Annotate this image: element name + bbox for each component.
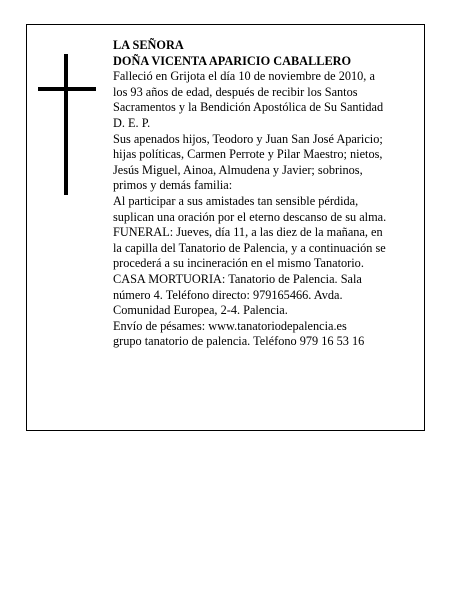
body-line: D. E. P. (113, 115, 151, 130)
body-line: la capilla del Tanatorio de Palencia, y a continuación se (113, 240, 386, 255)
body-line: hijas políticas, Carmen Perrote y Pilar Maestro; nietos, (113, 147, 383, 162)
body-line: Sus apenados hijos, Teodoro y Juan San José Aparicio; (113, 131, 383, 146)
body-line: CASA MORTUORIA: Tanatorio de Palencia. Sala (113, 271, 362, 286)
body-line: Al participar a sus amistades tan sensible pérdida, (113, 193, 359, 208)
cross-horizontal-bar (38, 87, 96, 91)
body-line: Comunidad Europea, 2-4. Palencia. (113, 303, 288, 318)
body-line: Jesús Miguel, Ainoa, Almudena y Javier; sobrinos, (113, 162, 363, 177)
body-line: grupo tanatorio de palencia. Teléfono 979 16 53 16 (113, 334, 365, 349)
deceased-name: DOÑA VICENTA APARICIO CABALLERO (113, 53, 352, 68)
body-line: FUNERAL: Jueves, día 11, a las diez de la mañana, en (113, 225, 383, 240)
body-line: primos y demás familia: (113, 178, 233, 193)
body-line: Sacramentos y la Bendición Apostólica de Su Santidad (113, 100, 384, 115)
body-line: procederá a su incineración en el mismo Tanatorio. (113, 256, 364, 271)
obituary-text (113, 38, 425, 350)
body-line: Falleció en Grijota el día 10 de noviembre de 2010, a (113, 69, 375, 84)
cross-vertical-bar (64, 54, 68, 195)
body-line: Envío de pésames: www.tanatoriodepalencia.es (113, 318, 347, 333)
body-line: suplican una oración por el eterno descanso de su alma. (113, 209, 387, 224)
body-line: número 4. Teléfono directo: 979165466. Avda. (113, 287, 343, 302)
body-line: los 93 años de edad, después de recibir los Santos (113, 84, 358, 99)
obituary-title: LA SEÑORA (113, 38, 184, 52)
